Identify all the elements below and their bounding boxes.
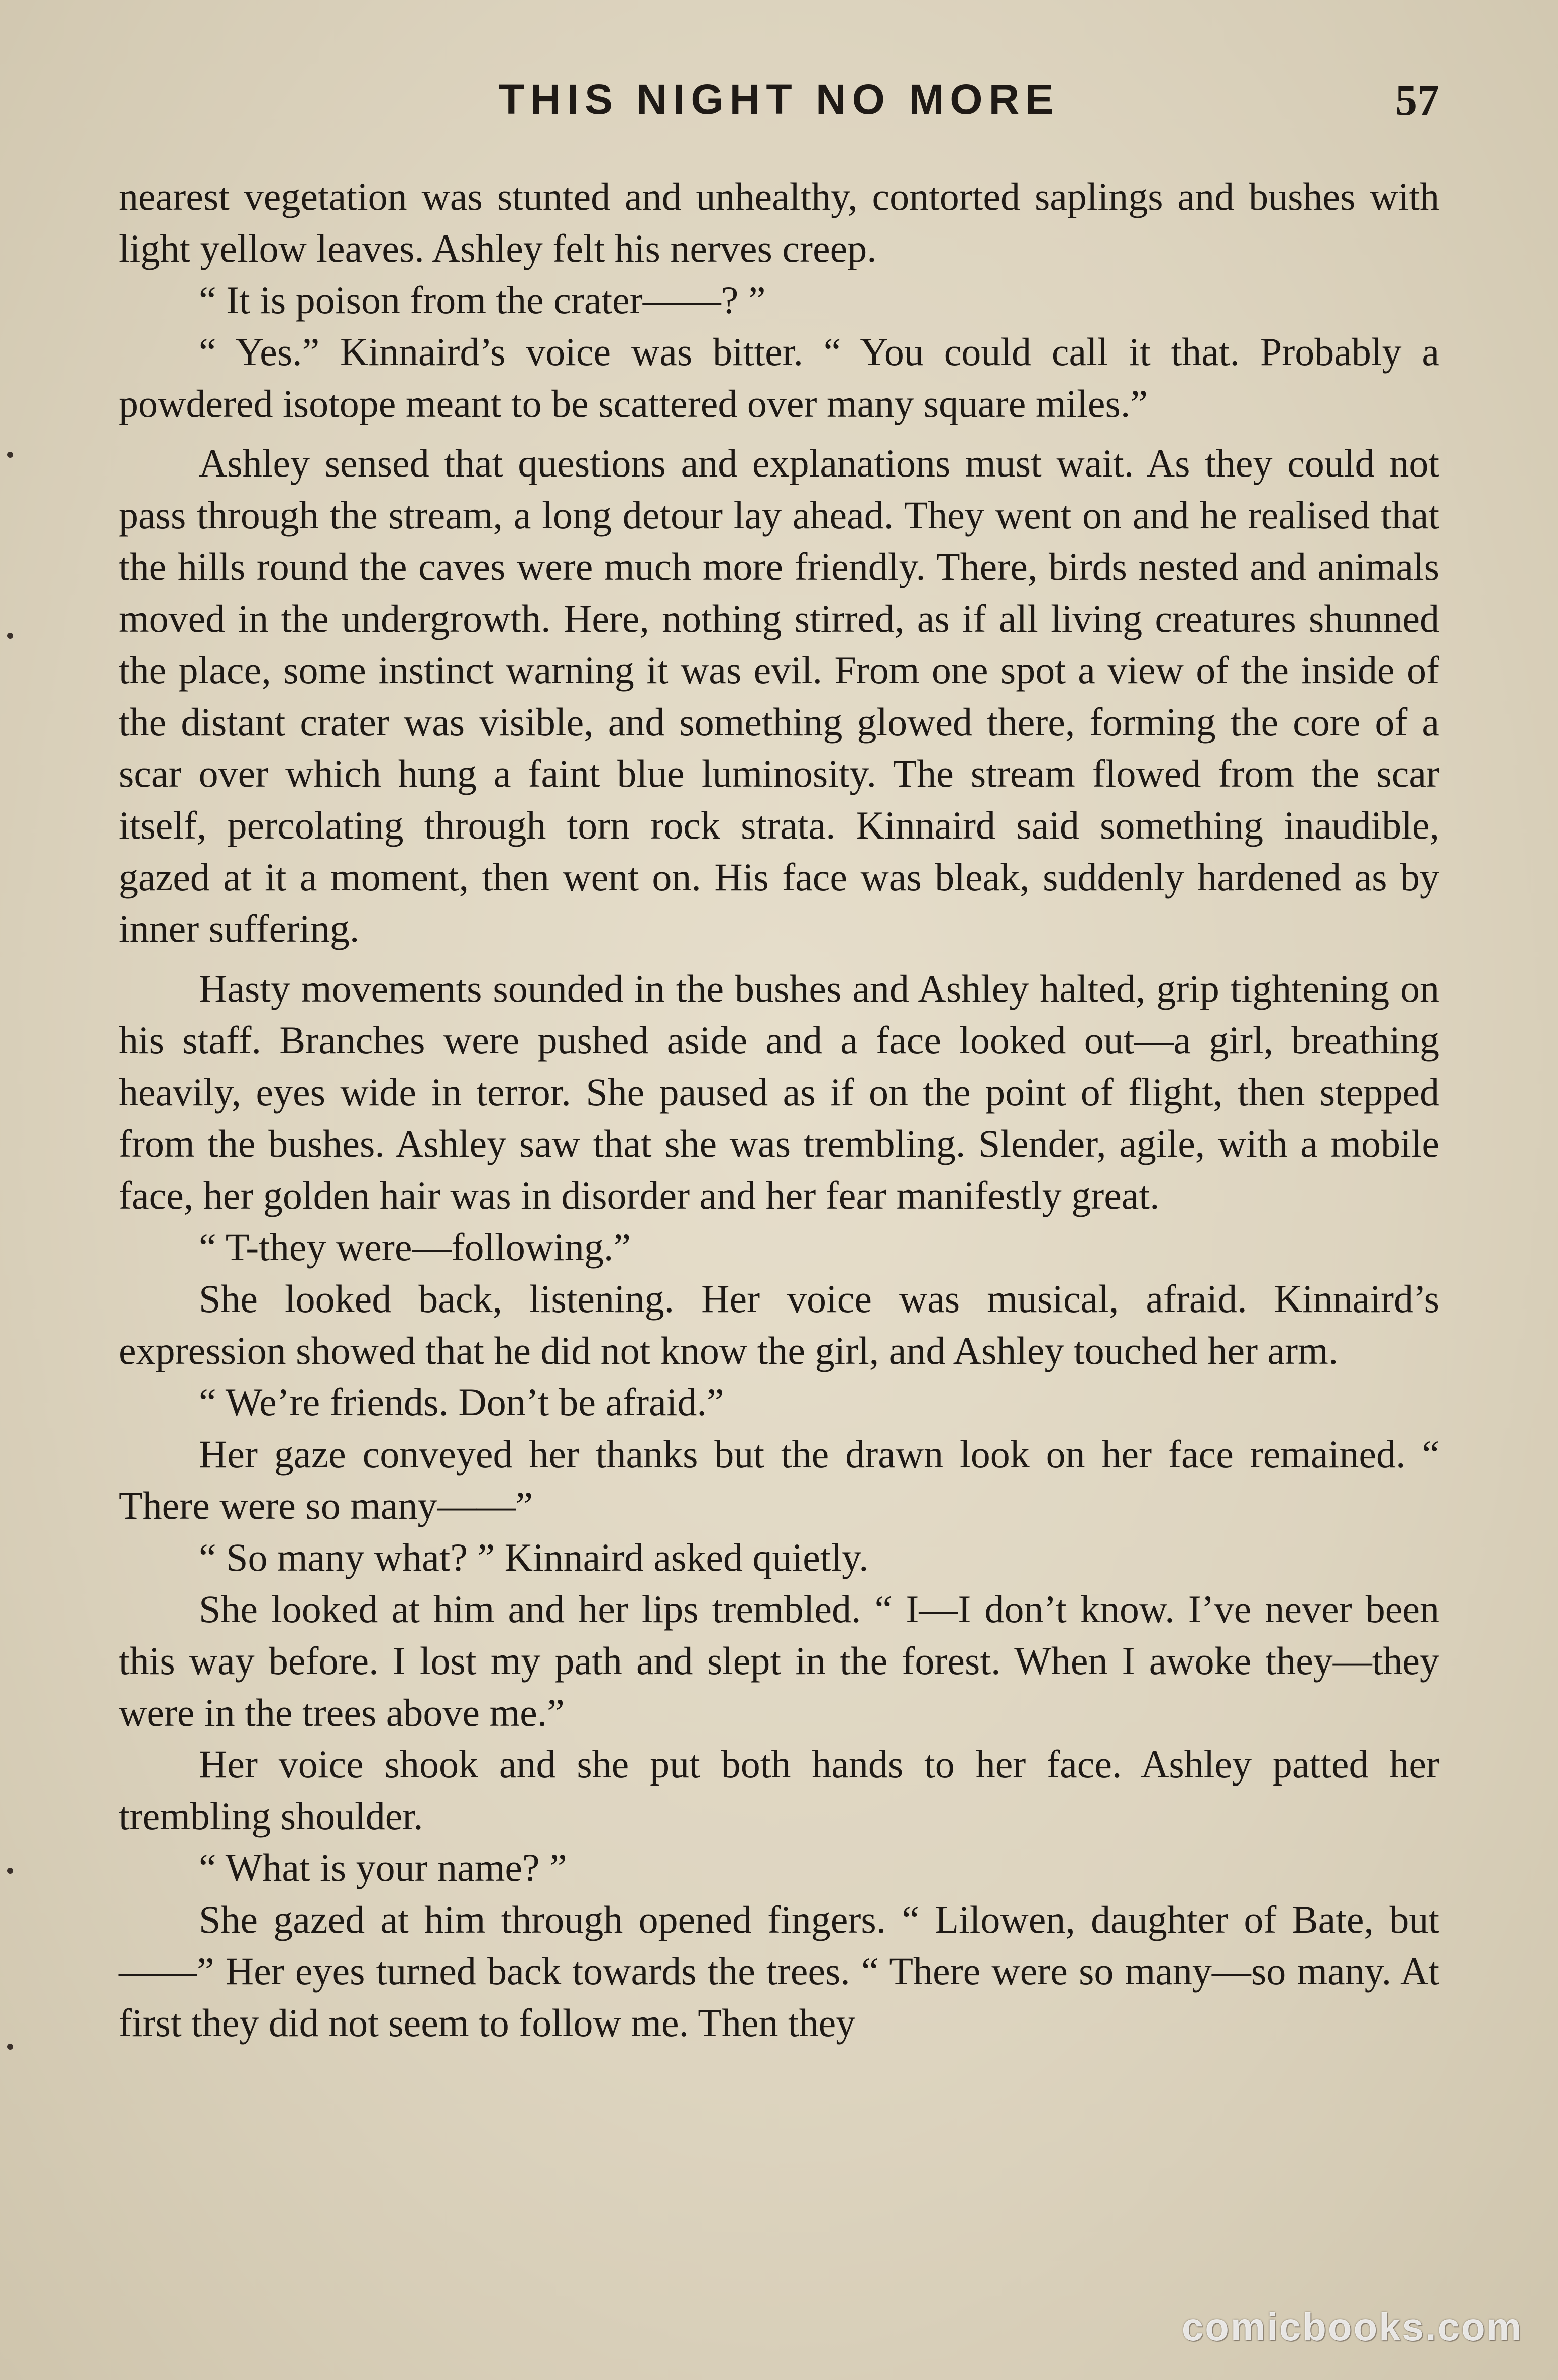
paragraph: She looked at him and her lips trembled. “ I—I don’t know. I’ve never been this way before. I lost my path and slept in the forest. When I awoke they—they were in the trees above me.” xyxy=(119,1587,1439,1734)
page-number: 57 xyxy=(1395,76,1439,125)
paragraph: Ashley sensed that questions and explanations must wait. As they could not pass through the stream, a long detour lay ahead. They went on and he realised that the hills round the caves were much more friendly. There, birds nested and animals moved in the undergrowth. Here, nothing stirred, as if all living creatures shunned the place, some instinct warning it was evil. From one spot a view of the inside of the distant crater was visible, and something glowed there, forming the core of a scar over which hung a faint blue luminosity. The stream flowed from the scar itself, percolating through torn rock strata. Kinnaird said something inaudible, gazed at it a moment, then went on. His face was bleak, suddenly hardened as by inner suffering. xyxy=(119,441,1439,950)
paragraph: “ It is poison from the crater——? ” xyxy=(199,278,766,322)
paragraph: Hasty movements sounded in the bushes and Ashley halted, grip tightening on his staff. Branches were pushed aside and a face looked out—a girl, breathing heavily, eyes wide in terror. She paused as if on the point of flight, then stepped from the bushes. Ashley saw that she was trembling. Slender, agile, with a mobile face, her golden hair was in disorder and her fear manifestly great. xyxy=(119,967,1439,1217)
body-text xyxy=(119,171,1439,2049)
paragraph: “ Yes.” Kinnaird’s voice was bitter. “ You could call it that. Probably a powdered isotope meant to be scattered over many square miles.” xyxy=(119,330,1439,425)
running-head xyxy=(119,75,1439,136)
margin-mark xyxy=(7,452,13,458)
margin-mark xyxy=(7,633,13,639)
running-title: THIS NIGHT NO MORE xyxy=(498,76,1060,123)
margin-mark xyxy=(7,1868,13,1874)
paragraph: She looked back, listening. Her voice was musical, afraid. Kinnaird’s expression showed that he did not know the girl, and Ashley touched her arm. xyxy=(119,1277,1439,1372)
paragraph: Her voice shook and she put both hands to her face. Ashley patted her trembling shoulder. xyxy=(119,1742,1439,1838)
paragraph: Her gaze conveyed her thanks but the drawn look on her face remained. “ There were so many——” xyxy=(119,1432,1439,1527)
margin-mark xyxy=(7,2044,13,2050)
paragraph: She gazed at him through opened fingers. “ Lilowen, daughter of Bate, but——” Her eyes turned back towards the trees. “ There were so many—so many. At first they did not seem to follow me. Then they xyxy=(119,1897,1439,2045)
paragraph: “ We’re friends. Don’t be afraid.” xyxy=(199,1380,724,1424)
paragraph: “ What is your name? ” xyxy=(199,1846,567,1889)
paragraph: “ T-they were—following.” xyxy=(199,1225,631,1269)
paragraph: “ So many what? ” Kinnaird asked quietly. xyxy=(199,1535,869,1579)
site-watermark: comicbooks.com xyxy=(1181,2305,1523,2349)
paragraph: nearest vegetation was stunted and unhealthy, contorted saplings and bushes with light yellow leaves. Ashley felt his nerves creep. xyxy=(119,175,1439,270)
